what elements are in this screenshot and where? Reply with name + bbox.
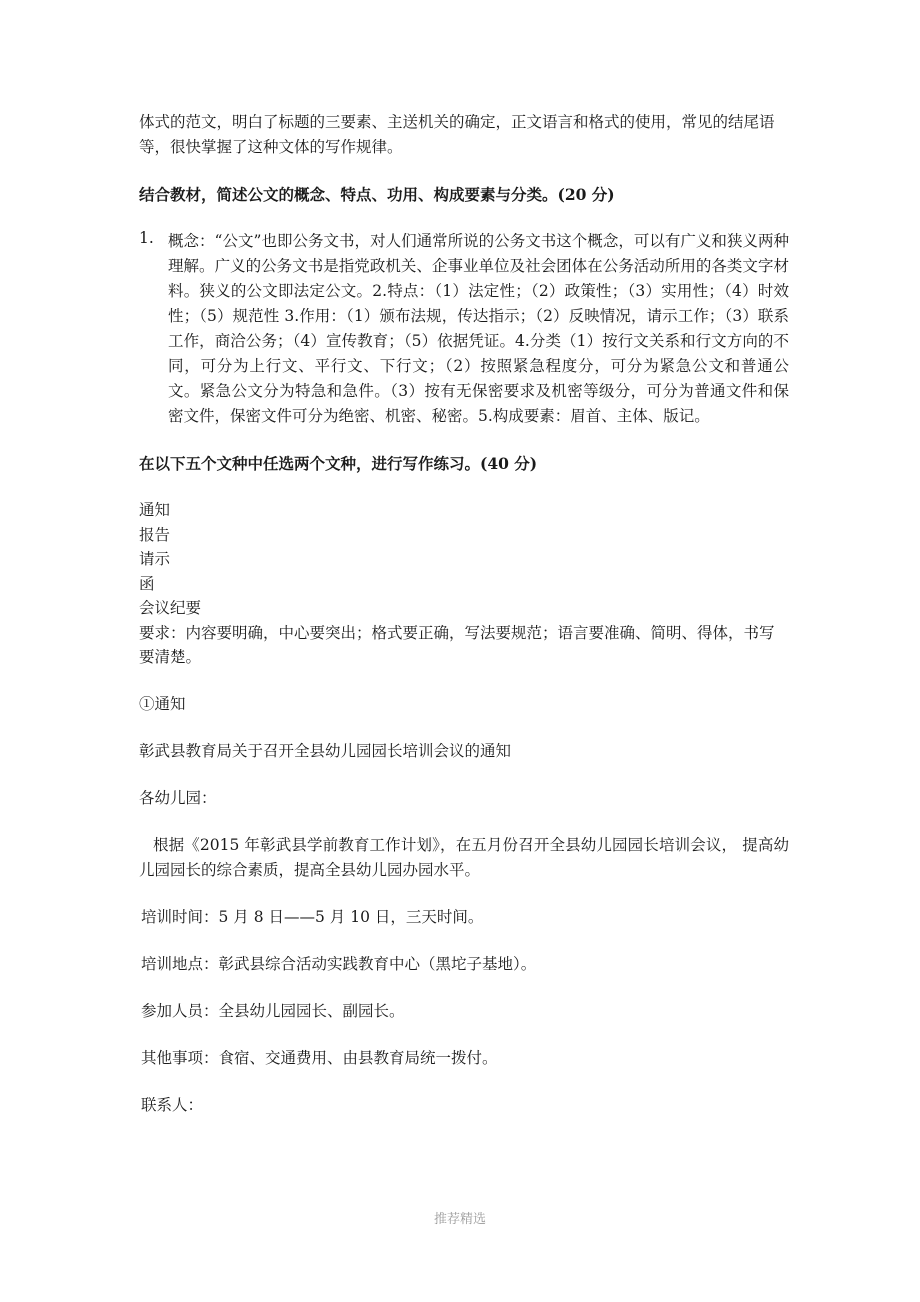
notice-contact: 联系人： <box>141 1095 204 1114</box>
requirements-text: 要求：内容要明确，中心要突出；格式要正确，写法要规范；语言要准确、简明、得体，书写要清楚。 <box>139 623 775 666</box>
notice-training-time: 培训时间：5 月 8 日——5 月 10 日，三天时间。 <box>141 907 484 926</box>
notice-title: 彰武县教育局关于召开全县幼儿园园长培训会议的通知 <box>139 741 512 760</box>
intro-paragraph: 体式的范文，明白了标题的三要素、主送机关的确定，正文语言和格式的使用，常见的结尾语等，很快掌握了这种文体的写作规律。 <box>139 113 775 156</box>
doc-type-item: 通知 <box>139 501 171 519</box>
notice-section-label: ①通知 <box>139 694 186 713</box>
notice-training-place: 培训地点：彰武县综合活动实践教育中心（黑坨子基地）。 <box>141 954 537 973</box>
doc-type-list <box>139 498 789 670</box>
list-item-number: 1. <box>139 229 154 247</box>
doc-type-item: 报告 <box>139 525 171 544</box>
notice-body: 根据《2015 年彰武县学前教育工作计划》，在五月份召开全县幼儿园园长培训会议， 提高幼儿园园长的综合素质，提高全县幼儿园办园水平。 <box>139 835 789 879</box>
doc-type-item: 会议纪要 <box>139 599 202 617</box>
notice-salutation: 各幼儿园： <box>139 788 217 807</box>
question2-heading: 在以下五个文种中任选两个文种，进行写作练习。(40 分) <box>139 454 538 473</box>
page-footer: 推荐精选 <box>433 1212 486 1227</box>
answer-list <box>139 229 789 429</box>
notice-participants: 参加人员：全县幼儿园园长、副园长。 <box>141 1001 405 1020</box>
answer-paragraph: 概念：“公文”也即公务文书，对人们通常所说的公务文书这个概念，可以有广义和狭义两种理解。广义的公务文书是指党政机关、企事业单位及社会团体在公务活动所用的各类文字材料。狭义的公文即法定公文。2.特点：（1）法定性；（2）政策性；（3）实用性；（4）时效性；（5）规范性 3.作用：（1）颁布法规，传达指示；（2）反映情况，请示工作；（3）联系工作，商洽公务；（4）宣传教育；（5）依据凭证。4.分类（1）按行文关系和行文方向的不同，可分为上行文、平行文、下行文；（2）按照紧急程度分，可分为紧急公文和普通公文。紧急公文分为特急和急件。（3）按有无保密要求及机密等级分，可分为普通文件和保密文件，保密文件可分为绝密、机密、秘密。5.构成要素：眉首、主体、版记。 <box>168 232 789 425</box>
doc-type-item: 请示 <box>139 550 171 568</box>
document-content <box>139 110 789 1118</box>
doc-type-item: 函 <box>139 574 155 593</box>
notice-other-matters: 其他事项：食宿、交通费用、由县教育局统一拨付。 <box>141 1048 498 1067</box>
question1-heading: 结合教材，简述公文的概念、特点、功用、构成要素与分类。(20 分) <box>139 185 615 204</box>
